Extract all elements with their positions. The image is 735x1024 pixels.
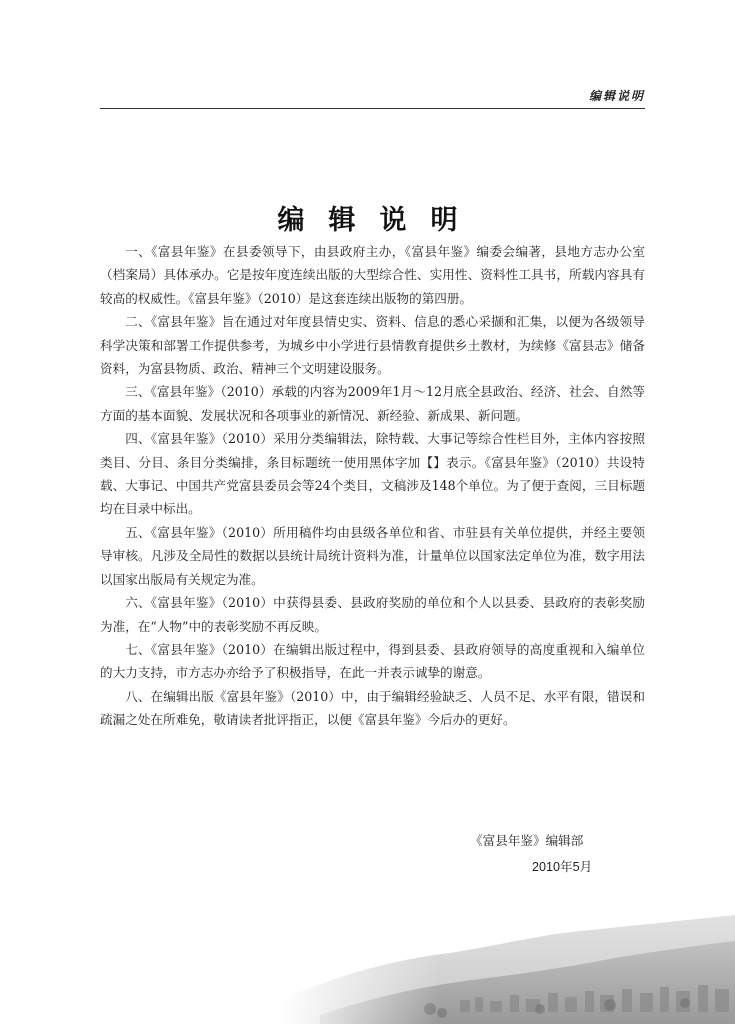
paragraph-7: 七、《富县年鉴》（2010）在编辑出版过程中，得到县委、县政府领导的高度重视和入编单位的大力支持，市方志办亦给予了积极指导，在此一并表示诚挚的谢意。 <box>100 641 645 681</box>
page-title: 编辑说明 <box>277 205 482 237</box>
paragraph-4: 四、《富县年鉴》（2010）采用分类编辑法，除特载、大事记等综合性栏目外，主体内容按照类目、分目、条目分类编排，条目标题统一使用黑体字加【】表示。《富县年鉴》（2010）共设特载、大事记、中国共产党富县委员会等24个类目，文稿涉及148个单位。为了便于查阅，三目标题均在目录中标出。 <box>100 431 645 517</box>
landscape-illustration <box>280 905 735 1024</box>
paragraph-6: 六、《富县年鉴》（2010）中获得县委、县政府奖励的单位和个人以县委、县政府的表彰奖励为准，在“人物”中的表彰奖励不再反映。 <box>100 595 645 634</box>
running-head: 编辑说明 <box>588 89 645 103</box>
landscape-image <box>280 905 735 1024</box>
paragraph-3: 三、《富县年鉴》（2010）承载的内容为2009年1月～12月底全县政治、经济、社会、自然等方面的基本面貌、发展状况和各项事业的新情况、新经验、新成果、新问题。 <box>100 384 645 423</box>
header-rule <box>100 108 645 109</box>
paragraph-2: 二、《富县年鉴》旨在通过对年度县情史实、资料、信息的悉心采撷和汇集，以便为各级领导科学决策和部署工作提供参考，为城乡中小学进行县情教育提供乡土教材，为续修《富县志》储备资料，为富县物质、政治、精神三个文明建设服务。 <box>100 314 645 377</box>
body-text <box>100 240 645 732</box>
paragraph-1: 一、《富县年鉴》在县委领导下，由县政府主办，《富县年鉴》编委会编著，县地方志办公室（档案局）具体承办。它是按年度连续出版的大型综合性、实用性、资料性工具书，所载内容具有较高的权威性。《富县年鉴》（2010）是这套连续出版物的第四册。 <box>100 244 645 306</box>
signature-block <box>470 828 630 880</box>
paragraph-5: 五、《富县年鉴》（2010）所用稿件均由县级各单位和省、市驻县有关单位提供，并经主要领导审核。凡涉及全局性的数据以县统计局统计资料为准，计量单位以国家法定单位为准，数字用法以国家出版局有关规定为准。 <box>100 524 645 587</box>
signature-date: 2010年5月 <box>532 860 593 874</box>
signature-org: 《富县年鉴》编辑部 <box>470 834 584 848</box>
paragraph-8: 八、在编辑出版《富县年鉴》（2010）中，由于编辑经验缺乏、人员不足、水平有限，错误和疏漏之处在所难免，敬请读者批评指正，以便《富县年鉴》今后办的更好。 <box>100 688 645 728</box>
